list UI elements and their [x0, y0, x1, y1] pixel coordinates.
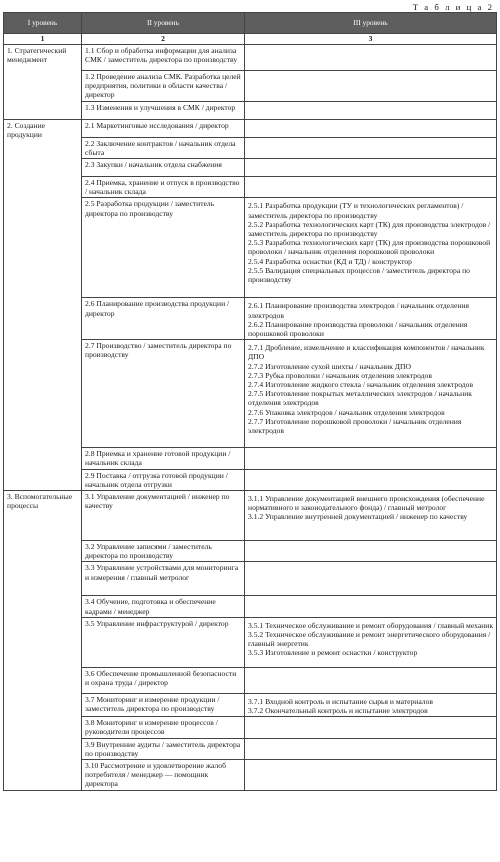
- level2-cell: 3.1 Управление документацией / инженер по качеству: [82, 491, 245, 541]
- level1-cell: 1. Стратегический менеджмент: [4, 45, 82, 120]
- column-number: 3: [245, 34, 497, 45]
- column-number-row: [4, 34, 497, 45]
- level2-cell: 2.4 Приемка, хранение и отпуск в производство / начальник склада: [82, 177, 245, 198]
- level3-item: 2.7.2 Изготовление сухой шихты / начальник ДПО: [248, 361, 411, 371]
- level3-item: 2.5.4 Разработка оснастки (КД и ТД) / конструктор: [248, 256, 412, 266]
- level2-cell: 1.3 Изменения и улучшения в СМК / директор: [82, 101, 245, 119]
- level3-cell: [245, 198, 497, 298]
- table-body: [4, 45, 497, 791]
- level3-item: 2.7.1 Дробление, измельчение и классификация компонентов / начальник ДПО: [248, 343, 485, 362]
- level3-item: 3.7.1 Входной контроль и испытание сырья и материалов: [248, 696, 433, 706]
- level3-item: 2.7.6 Упаковка электродов / начальник отделения электродов: [248, 407, 445, 417]
- level2-cell: 1.1 Сбор и обработка информации для анализа СМК / заместитель директора по производству: [82, 45, 245, 71]
- level3-cell: [245, 667, 497, 693]
- level2-cell: 3.5 Управление инфраструктурой / директор: [82, 617, 245, 667]
- level3-item: 2.7.7 Изготовление порошковой проволоки / начальник отделения электродов: [248, 416, 462, 436]
- level3-item: 3.7.2 Окончательный контроль и испытание электродов: [248, 706, 428, 716]
- level3-cell: [245, 596, 497, 617]
- column-number: 1: [4, 34, 82, 45]
- level3-cell: [245, 340, 497, 448]
- level3-cell: [245, 298, 497, 340]
- level3-item: 3.5.3 Изготовление и ремонт оснастки / конструктор: [248, 648, 418, 658]
- level3-item: 2.7.3 Рубка проволоки / начальник отделения электродов: [248, 370, 432, 380]
- level3-cell: [245, 448, 497, 469]
- level2-cell: 1.2 Проведение анализа СМК. Разработка целей предприятия, политики в области качества / директор: [82, 71, 245, 102]
- level1-cell: 2. Создание продукции: [4, 119, 82, 490]
- column-number: 2: [82, 34, 245, 45]
- level3-cell: [245, 71, 497, 102]
- level3-cell: [245, 717, 497, 738]
- table-caption: Т а б л и ц а 2: [412, 2, 494, 12]
- level3-item: 3.1.2 Управление внутренней документацией / инженер по качеству: [248, 512, 468, 522]
- level2-cell: 2.3 Закупки / начальник отдела снабжения: [82, 159, 245, 177]
- table-row: [4, 45, 497, 71]
- level2-cell: 3.10 Рассмотрение и удовлетворение жалоб потребителя / менеджер — помощник директора: [82, 760, 245, 791]
- level2-cell: 2.7 Производство / заместитель директора по производству: [82, 340, 245, 448]
- level3-item: 2.5.2 Разработка технологических карт (ТК) для производства электродов / заместитель директора по производству: [248, 219, 491, 239]
- level3-item: 2.7.5 Изготовление покрытых металлических электродов / начальник отделения электродов: [248, 389, 472, 408]
- level2-cell: 2.6 Планирование производства продукции / директор: [82, 298, 245, 340]
- level2-cell: 3.2 Управление записями / заместитель директора по производству: [82, 541, 245, 562]
- table-row: [4, 119, 497, 137]
- table-row: [4, 491, 497, 541]
- level3-cell: [245, 177, 497, 198]
- level2-cell: 3.8 Мониторинг и измерение процессов / руководители процессов: [82, 717, 245, 738]
- level3-cell: [245, 562, 497, 596]
- level2-cell: 2.5 Разработка продукции / заместитель директора по производству: [82, 198, 245, 298]
- level3-cell: [245, 45, 497, 71]
- level3-cell: [245, 491, 497, 541]
- column-header-level1: I уровень: [4, 13, 82, 34]
- column-header-level2: II уровень: [82, 13, 245, 34]
- level3-item: 2.7.4 Изготовление жидкого стекла / начальник отделения электродов: [248, 380, 474, 390]
- header-row: [4, 13, 497, 34]
- level3-cell: [245, 738, 497, 759]
- level3-cell: [245, 159, 497, 177]
- level3-item: 2.5.5 Валидация специальных процессов / заместитель директора по производству: [248, 265, 470, 285]
- level3-item: 2.6.2 Планирование производства проволоки / начальник отделения порошковой проволоки: [248, 319, 468, 339]
- level2-cell: 3.7 Мониторинг и измерение продукции / заместитель директора по производству: [82, 693, 245, 716]
- level2-cell: 2.1 Маркетинговые исследования / директор: [82, 119, 245, 137]
- level2-cell: 3.9 Внутренние аудиты / заместитель директора по производству: [82, 738, 245, 759]
- level3-item: 2.5.3 Разработка технологических карт (ТК) для производства порошковой проволоки / начальник отделения порошковой проволоки: [248, 238, 491, 257]
- level3-cell: [245, 693, 497, 716]
- column-header-level3: III уровень: [245, 13, 497, 34]
- level3-cell: [245, 760, 497, 791]
- level2-cell: 2.8 Приемка и хранение готовой продукции / начальник склада: [82, 448, 245, 469]
- level3-cell: [245, 137, 497, 158]
- level3-cell: [245, 617, 497, 667]
- level3-item: 3.5.2 Техническое обслуживание и ремонт энергетического оборудования / главный энергетик: [248, 630, 491, 649]
- level2-cell: 3.4 Обучение, подготовка и обеспечение кадрами / менеджер: [82, 596, 245, 617]
- level3-cell: [245, 101, 497, 119]
- level3-cell: [245, 469, 497, 490]
- level3-cell: [245, 119, 497, 137]
- level1-cell: 3. Вспомогательные процессы: [4, 491, 82, 791]
- process-table: [3, 12, 497, 791]
- level3-item: 3.1.1 Управление документацией внешнего происхождения (обеспечение нормативного и законодательного фонда) / главный метролог: [248, 494, 485, 513]
- level2-cell: 3.3 Управление устройствами для мониторинга и измерения / главный метролог: [82, 562, 245, 596]
- level3-cell: [245, 541, 497, 562]
- level3-item: 3.5.1 Техническое обслуживание и ремонт оборудования / главный механик: [248, 620, 494, 630]
- level2-cell: 3.6 Обеспечение промышленной безопасности и охрана труда / директор: [82, 667, 245, 693]
- level3-item: 2.5.1 Разработка продукции (ТУ и технологических регламентов) / заместитель директора по производству: [248, 201, 464, 220]
- level2-cell: 2.2 Заключение контрактов / начальник отдела сбыта: [82, 137, 245, 158]
- level2-cell: 2.9 Поставка / отгрузка готовой продукции / начальник отдела отгрузки: [82, 469, 245, 490]
- level3-item: 2.6.1 Планирование производства электродов / начальник отделения электродов: [248, 301, 469, 320]
